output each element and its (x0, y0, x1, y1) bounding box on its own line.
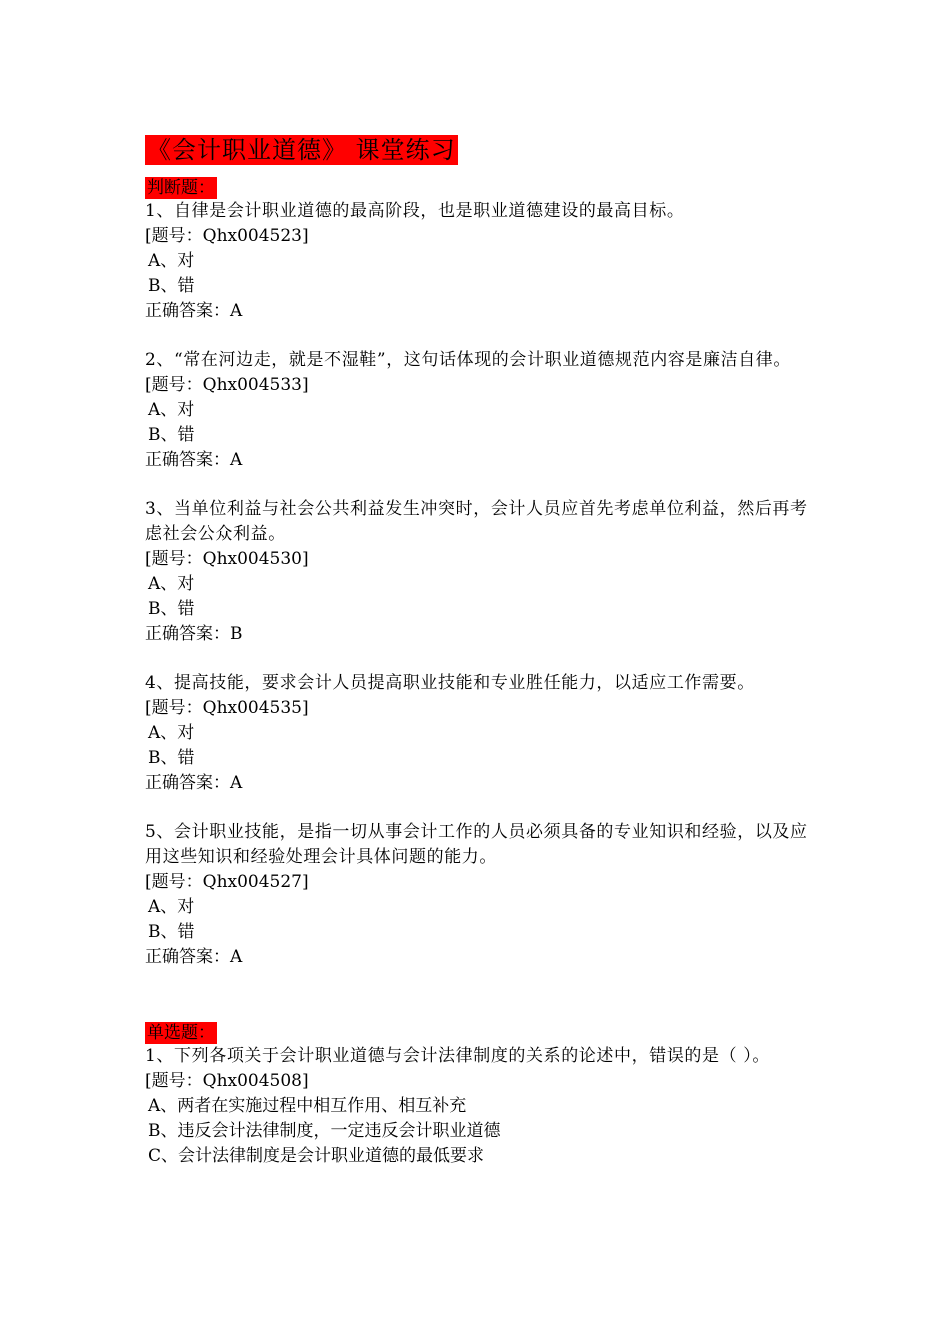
option-a: A、对 (148, 723, 195, 743)
section-label: 单选题： (147, 1023, 215, 1043)
correct-answer: 正确答案：A (145, 301, 243, 321)
question-item (145, 820, 815, 970)
option-c: C、会计法律制度是会计职业道德的最低要求 (148, 1146, 485, 1166)
question-stem: 2、“常在河边走，就是不湿鞋”，这句话体现的会计职业道德规范内容是廉洁自律。 (145, 350, 791, 370)
question-code: [题号：Qhx004527] (145, 872, 309, 892)
document-page (145, 135, 815, 1193)
section-divider (145, 994, 815, 1022)
question-code: [题号：Qhx004533] (145, 375, 309, 395)
option-b: B、错 (148, 425, 195, 445)
option-a: A、对 (148, 897, 195, 917)
question-item (145, 671, 815, 796)
question-stem: 4、提高技能，要求会计人员提高职业技能和专业胜任能力，以适应工作需要。 (145, 673, 755, 693)
question-stem: 1、自律是会计职业道德的最高阶段，也是职业道德建设的最高目标。 (145, 201, 685, 221)
section-true-false (145, 177, 815, 970)
correct-answer: 正确答案：A (145, 773, 243, 793)
question-stem: 3、当单位利益与社会公共利益发生冲突时，会计人员应首先考虑单位利益，然后再考虑社会公众利益。 (145, 499, 808, 544)
option-a: A、对 (148, 574, 195, 594)
option-b: B、违反会计法律制度，一定违反会计职业道德 (148, 1121, 501, 1141)
section-label: 判断题： (147, 178, 215, 198)
question-item (145, 199, 815, 324)
question-code: [题号：Qhx004523] (145, 226, 309, 246)
option-b: B、错 (148, 922, 195, 942)
option-b: B、错 (148, 276, 195, 296)
section-single-choice (145, 1022, 815, 1169)
question-code: [题号：Qhx004530] (145, 549, 309, 569)
option-a: A、两者在实施过程中相互作用、相互补充 (148, 1096, 467, 1116)
document-title: 《会计职业道德》 课堂练习 (147, 136, 456, 164)
option-a: A、对 (148, 400, 195, 420)
question-item (145, 1044, 815, 1169)
question-stem: 1、下列各项关于会计职业道德与会计法律制度的关系的论述中，错误的是（ ）。 (145, 1046, 770, 1066)
correct-answer: 正确答案：A (145, 450, 243, 470)
correct-answer: 正确答案：B (145, 624, 243, 644)
option-b: B、错 (148, 748, 195, 768)
question-code: [题号：Qhx004508] (145, 1071, 309, 1091)
option-b: B、错 (148, 599, 195, 619)
option-a: A、对 (148, 251, 195, 271)
question-code: [题号：Qhx004535] (145, 698, 309, 718)
question-item (145, 348, 815, 473)
correct-answer: 正确答案：A (145, 947, 243, 967)
question-stem: 5、会计职业技能，是指一切从事会计工作的人员必须具备的专业知识和经验，以及应用这些知识和经验处理会计具体问题的能力。 (145, 822, 808, 867)
question-item (145, 497, 815, 647)
